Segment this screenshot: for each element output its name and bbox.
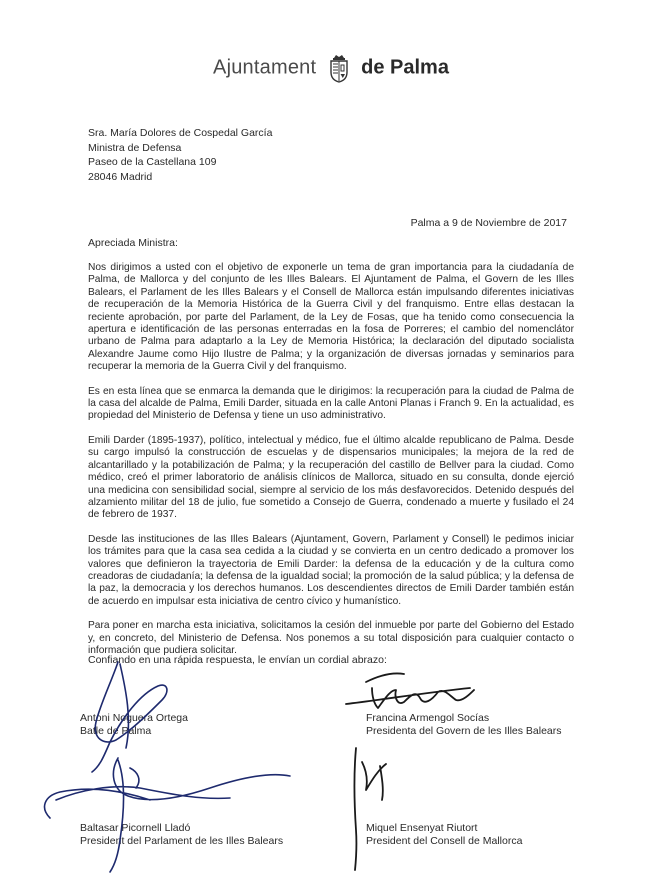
salutation: Apreciada Ministra: [88, 237, 178, 249]
recipient-street: Paseo de la Castellana 109 [88, 156, 217, 168]
signatory-name: Francina Armengol Socías [366, 712, 490, 724]
signatory-block-parlament [80, 822, 283, 848]
recipient-name: Sra. María Dolores de Cospedal García [88, 127, 273, 139]
recipient-address [88, 126, 272, 184]
letterhead-right-text: de Palma [361, 56, 449, 79]
signatory-name: Antoni Noguera Ortega [80, 712, 188, 724]
signatory-block-consell [366, 822, 522, 848]
letter-body [88, 262, 574, 669]
signatory-title: President del Consell de Mallorca [366, 835, 523, 847]
body-paragraph: Emili Darder (1895-1937), político, intelectual y médico, fue el último alcalde republicano de Palma. Desde su cargo impulsó la construcción de escuelas y de dispensarios municipales; la mejora de la red de alcantarillado y la potabilización de Palma; y la recuperación del castillo de Bellver para la ciudad. Como médico, creó el primer laboratorio de análisis clínicos de Mallorca, situado en su consulta, donde ejerció una medicina con sensibilidad social, siempre al servicio de los más desfavorecidos. Detenido después del alzamiento militar del 18 de julio, fue sometido a Consejo de Guerra, condenado a muerte y fusilado el 24 de febrero de 1937. [88, 434, 574, 521]
signature-parlament [45, 758, 290, 872]
signatory-name: Miquel Ensenyat Riutort [366, 822, 478, 834]
letter-date: Palma a 9 de Noviembre de 2017 [410, 217, 567, 229]
signatory-title: Batle de Palma [80, 725, 152, 737]
signatory-title: President del Parlament de les Illes Balears [80, 835, 284, 847]
signatory-block-govern [366, 712, 562, 738]
body-paragraph: Es en esta línea que se enmarca la demanda que le dirigimos: la recuperación para la ciudad de Palma de la casa del alcalde de Palma, Emili Darder, situada en la calle Antoni Planas i Franch 9. En la actualidad, es propiedad del Ministerio de Defensa y tiene un uso administrativo. [88, 385, 574, 422]
body-paragraph: Nos dirigimos a usted con el objetivo de exponerle un tema de gran importancia para la ciudadanía de Palma, de Mallorca y del conjunto de les Illes Balears. El Ajuntament de Palma, el Govern de les Illes Balears, el Parlament de les Illes Balears y el Consell de Mallorca están impulsando diferentes iniciativas de recuperación de la Memoria Histórica de la Guerra Civil y del franquismo. Entre ellas destacan la reciente aprobación, por parte del Parlament, de la Ley de Fosas, que ha tenido como consecuencia la apertura e identificación de las personas enterradas en la fosa de Porreres; el cambio del nomenclátor urbano de Palma para adaptarlo a la Ley de Memoria Histórica; la declaración del diputado socialista Alexandre Jaume como Hijo Ilustre de Palma; y la organización de diversas jornadas y seminarios para recuperar la memoria de la Guerra Civil y del franquismo. [88, 262, 574, 373]
recipient-title: Ministra de Defensa [88, 141, 182, 154]
signatory-name: Baltasar Picornell Lladó [80, 822, 191, 834]
recipient-city: 28046 Madrid [88, 170, 153, 183]
body-paragraph: Para poner en marcha esta iniciativa, solicitamos la cesión del inmueble por parte del Gobierno del Estado y, en concreto, del Ministerio de Defensa. Nos ponemos a su total disposición para cualquier contacto o información que pudiera solicitar. [88, 620, 574, 656]
signature-consell [355, 748, 387, 870]
signatory-title: Presidenta del Govern de les Illes Balears [366, 725, 562, 737]
letterhead [0, 52, 662, 84]
signatory-block-mayor [80, 712, 188, 738]
closing-line: Confiando en una rápida respuesta, le envían un cordial abrazo: [88, 654, 387, 666]
letterhead-left-text: Ajuntament [213, 56, 317, 79]
body-paragraph: Desde las instituciones de las Illes Balears (Ajuntament, Govern, Parlament y Consell) le pedimos iniciar los trámites para que la casa sea cedida a la ciudad y se convierta en un centro dedicado a promover los valores que definieron la trayectoria de Emili Darder: la defensa de la educación y de la cultura como creadoras de ciudadanía; la defensa de la igualdad social; la promoción de la salud pública; y la defensa de la paz, la democracia y los derechos humanos. Los descendientes directos de Emili Darder también están de acuerdo en impulsar esta iniciativa de centro cívico y humanístico. [88, 533, 574, 607]
signature-govern [346, 673, 474, 708]
coat-of-arms-icon [327, 52, 351, 84]
